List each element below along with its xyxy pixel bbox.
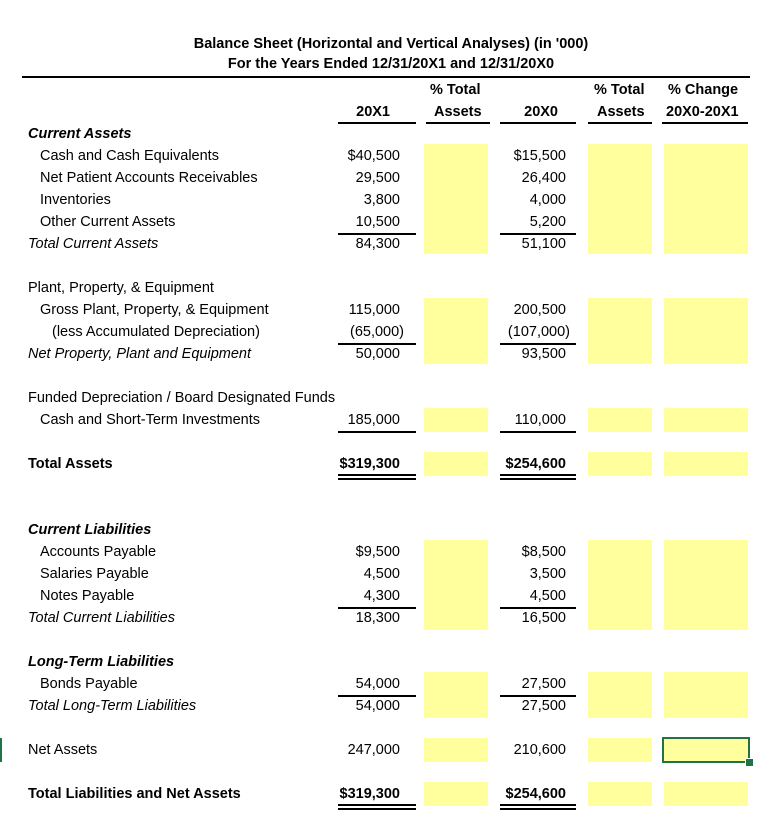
- row-label: (less Accumulated Depreciation): [52, 324, 260, 340]
- total-current-liabilities-20x1: 18,300: [355, 610, 400, 626]
- input-change-ppe[interactable]: [664, 298, 748, 364]
- col-header-pct-total-2-a: % Total: [594, 82, 645, 98]
- total-lt-liabilities-20x1: 54,000: [355, 698, 400, 714]
- value-20x0: 4,500: [529, 588, 566, 604]
- input-pct-total-1-current-liabilities[interactable]: [424, 540, 488, 630]
- row-label: Net Patient Accounts Receivables: [40, 170, 258, 186]
- total-lt-liabilities-20x0: 27,500: [521, 698, 566, 714]
- bonds-payable-20x0: 27,500: [521, 676, 566, 692]
- col-header-20x0: 20X0: [524, 104, 558, 120]
- row-selection-indicator: [0, 738, 2, 762]
- row-label: Gross Plant, Property, & Equipment: [40, 302, 269, 318]
- value-20x0: (107,000): [507, 324, 570, 340]
- value-20x1: 10,500: [355, 214, 400, 230]
- input-pct-total-2-ppe[interactable]: [588, 298, 652, 364]
- net-assets-label: Net Assets: [28, 742, 98, 758]
- total-assets-20x0: $254,600: [505, 456, 566, 472]
- total-liab-net-20x0: $254,600: [505, 786, 566, 802]
- input-pct-total-1-ppe[interactable]: [424, 298, 488, 364]
- total-current-liabilities-20x0: 16,500: [521, 610, 566, 626]
- row-label: Cash and Short-Term Investments: [40, 412, 261, 428]
- value-20x1: 4,500: [363, 566, 400, 582]
- net-ppe-label: Net Property, Plant and Equipment: [28, 346, 251, 362]
- title-divider: [22, 76, 750, 78]
- input-pct-total-2-total-liab-net[interactable]: [588, 782, 652, 806]
- active-cell-selection[interactable]: [662, 737, 750, 763]
- value-20x0: 26,400: [521, 170, 566, 186]
- net-ppe-20x0: 93,500: [521, 346, 566, 362]
- input-change-lt-liabilities[interactable]: [664, 672, 748, 718]
- value-20x0: 5,200: [529, 214, 566, 230]
- input-pct-total-2-net-assets[interactable]: [588, 738, 652, 762]
- input-pct-total-1-current-assets[interactable]: [424, 144, 488, 254]
- input-pct-total-1-net-assets[interactable]: [424, 738, 488, 762]
- total-current-liabilities-label: Total Current Liabilities: [28, 610, 175, 626]
- value-20x0: $15,500: [513, 148, 566, 164]
- total-current-assets-label: Total Current Assets: [28, 236, 159, 252]
- input-pct-total-1-funded[interactable]: [424, 408, 488, 432]
- total-assets-20x1: $319,300: [339, 456, 400, 472]
- value-20x1: $9,500: [355, 544, 400, 560]
- input-change-current-assets[interactable]: [664, 144, 748, 254]
- sheet-title: Balance Sheet (Horizontal and Vertical Analyses) (in '000): [193, 36, 589, 52]
- sheet-subtitle: For the Years Ended 12/31/20X1 and 12/31/20X0: [227, 56, 555, 72]
- current-liabilities-heading: Current Liabilities: [28, 522, 152, 538]
- input-pct-total-2-funded[interactable]: [588, 408, 652, 432]
- input-change-current-liabilities[interactable]: [664, 540, 748, 630]
- row-label: Accounts Payable: [40, 544, 157, 560]
- total-assets-label: Total Assets: [28, 456, 113, 472]
- value-20x1: $40,500: [347, 148, 400, 164]
- input-pct-total-2-current-liabilities[interactable]: [588, 540, 652, 630]
- value-20x1: 115,000: [348, 302, 400, 318]
- current-assets-heading: Current Assets: [28, 126, 132, 142]
- value-20x0: $8,500: [521, 544, 566, 560]
- col-header-20x1: 20X1: [356, 104, 390, 120]
- row-label: Cash and Cash Equivalents: [40, 148, 219, 164]
- col-header-pct-total-1-a: % Total: [430, 82, 481, 98]
- lt-liabilities-heading: Long-Term Liabilities: [28, 654, 175, 670]
- ppe-heading: Plant, Property, & Equipment: [28, 280, 214, 296]
- value-20x0: 3,500: [529, 566, 566, 582]
- input-pct-total-2-total-assets[interactable]: [588, 452, 652, 476]
- input-pct-total-1-total-assets[interactable]: [424, 452, 488, 476]
- value-20x1: (65,000): [349, 324, 404, 340]
- net-assets-20x0: 210,600: [513, 742, 566, 758]
- funded-20x1: 185,000: [347, 412, 400, 428]
- row-label: Salaries Payable: [40, 566, 149, 582]
- col-header-change-b: 20X0-20X1: [666, 104, 739, 120]
- input-change-total-assets[interactable]: [664, 452, 748, 476]
- input-change-total-liab-net[interactable]: [664, 782, 748, 806]
- value-20x0: 4,000: [529, 192, 566, 208]
- total-liab-net-20x1: $319,300: [339, 786, 400, 802]
- fill-handle[interactable]: [745, 758, 754, 767]
- net-assets-20x1: 247,000: [347, 742, 400, 758]
- input-pct-total-1-lt-liabilities[interactable]: [424, 672, 488, 718]
- input-change-funded[interactable]: [664, 408, 748, 432]
- col-header-pct-total-2-b: Assets: [597, 104, 645, 120]
- col-header-change-a: % Change: [668, 82, 739, 98]
- net-ppe-20x1: 50,000: [355, 346, 400, 362]
- total-current-assets-20x1: 84,300: [355, 236, 400, 252]
- funded-heading: Funded Depreciation / Board Designated Funds: [28, 390, 336, 406]
- row-label: Notes Payable: [40, 588, 135, 604]
- input-pct-total-2-current-assets[interactable]: [588, 144, 652, 254]
- value-20x1: 4,300: [363, 588, 400, 604]
- total-liab-net-label: Total Liabilities and Net Assets: [28, 786, 241, 802]
- bonds-payable-20x1: 54,000: [355, 676, 400, 692]
- value-20x1: 29,500: [355, 170, 400, 186]
- total-lt-liabilities-label: Total Long-Term Liabilities: [28, 698, 197, 714]
- row-label: Inventories: [40, 192, 111, 208]
- funded-20x0: 110,000: [514, 412, 566, 428]
- total-current-assets-20x0: 51,100: [521, 236, 566, 252]
- value-20x0: 200,500: [513, 302, 566, 318]
- row-label: Other Current Assets: [40, 214, 176, 230]
- input-pct-total-1-total-liab-net[interactable]: [424, 782, 488, 806]
- input-pct-total-2-lt-liabilities[interactable]: [588, 672, 652, 718]
- row-label: Bonds Payable: [40, 676, 138, 692]
- value-20x1: 3,800: [363, 192, 400, 208]
- col-header-pct-total-1-b: Assets: [434, 104, 482, 120]
